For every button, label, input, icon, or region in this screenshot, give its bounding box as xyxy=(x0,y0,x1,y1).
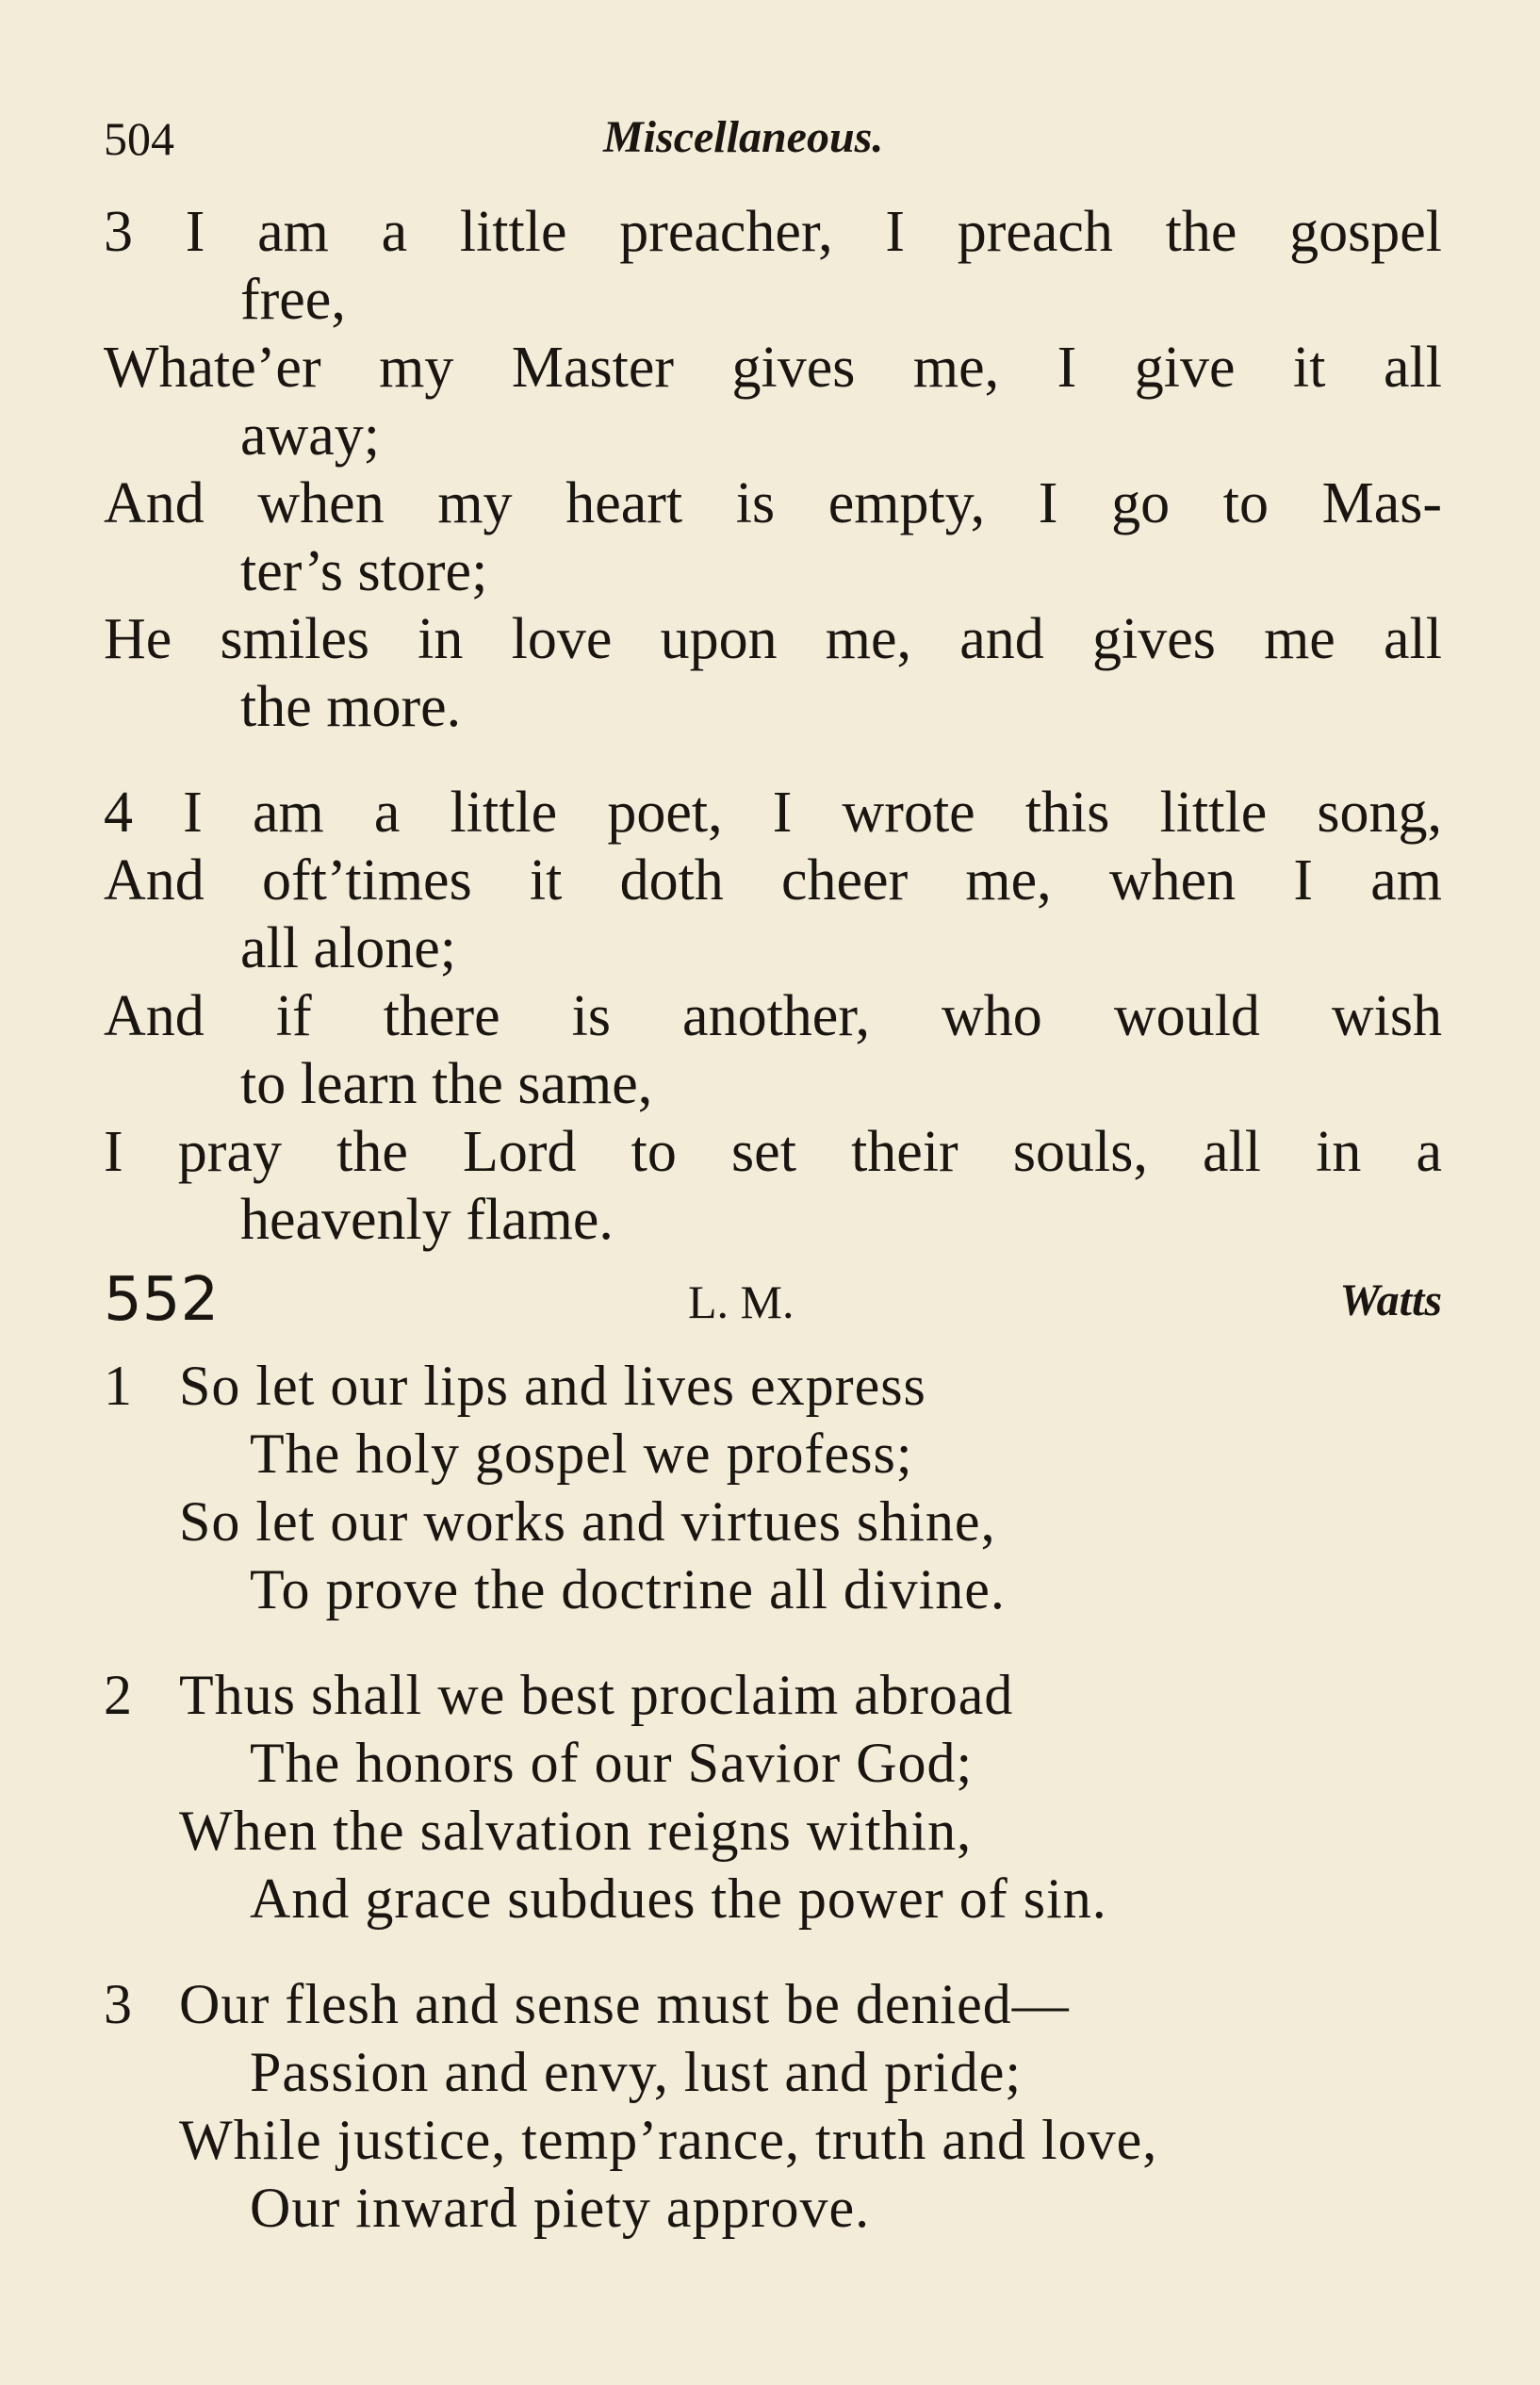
verse-line: So let our works and virtues shine, xyxy=(179,1490,996,1553)
verse-line: all alone; xyxy=(240,916,456,980)
stanza-3-previous xyxy=(104,198,1442,741)
hymn-552 xyxy=(104,1352,1442,2242)
verse-line: ter’s store; xyxy=(240,539,488,603)
hymn-heading xyxy=(104,1261,1442,1352)
page-number: 504 xyxy=(104,112,174,165)
verse-line: Whate’er my Master gives me, I give it all xyxy=(104,336,1442,400)
verse-line: Passion and envy, lust and pride; xyxy=(250,2041,1023,2103)
verse-line: the more. xyxy=(240,675,462,739)
verse-line xyxy=(104,1661,1442,1729)
verse-line: 4 I am a little poet, I wrote this little song, xyxy=(104,781,1442,845)
verse-line xyxy=(104,1970,1442,2038)
verse-text: So let our lips and lives express xyxy=(179,1355,926,1417)
hymn-meter: L. M. xyxy=(688,1275,795,1328)
verse-line: And oft’times it doth cheer me, when I am xyxy=(104,848,1442,913)
verse-line: While justice, temp’rance, truth and love, xyxy=(179,2109,1158,2171)
verse-text: Our flesh and sense must be denied— xyxy=(179,1973,1070,2035)
stanza-2 xyxy=(104,1661,1442,1933)
stanza-number: 2 xyxy=(104,1664,133,1726)
verse-line xyxy=(104,1352,1442,1420)
stanza-3 xyxy=(104,1970,1442,2242)
verse-line: And if there is another, who would wish xyxy=(104,984,1442,1048)
verse-line: Our inward piety approve. xyxy=(250,2177,871,2239)
stanza-number: 1 xyxy=(104,1355,133,1417)
hymn-number: 552 xyxy=(104,1265,220,1335)
hymn-author: Watts xyxy=(1339,1275,1442,1325)
verse-line: 3 I am a little preacher, I preach the gospel xyxy=(104,200,1442,264)
verse-line: And grace subdues the power of sin. xyxy=(250,1867,1107,1930)
verse-line: And when my heart is empty, I go to Mas- xyxy=(104,471,1442,535)
page-header xyxy=(104,111,1433,177)
verse-line: to learn the same, xyxy=(240,1052,653,1116)
verse-line: away; xyxy=(240,403,381,468)
verse-line: The holy gospel we profess; xyxy=(250,1423,913,1485)
verse-line: To prove the doctrine all divine. xyxy=(250,1558,1006,1620)
verse-line: free, xyxy=(240,268,346,332)
running-title: Miscellaneous. xyxy=(603,112,884,162)
verse-line: The honors of our Savior God; xyxy=(250,1732,974,1794)
verse-text: Thus shall we best proclaim abroad xyxy=(179,1664,1014,1726)
verse-line: I pray the Lord to set their souls, all in a xyxy=(104,1120,1442,1184)
verse-line: He smiles in love upon me, and gives me all xyxy=(104,607,1442,671)
verse-line: When the salvation reigns within, xyxy=(179,1800,973,1862)
page-body xyxy=(104,198,1442,2242)
stanza-1 xyxy=(104,1352,1442,1623)
stanza-4-previous xyxy=(104,779,1442,1254)
verse-line: heavenly flame. xyxy=(240,1188,614,1252)
stanza-number: 3 xyxy=(104,1973,133,2035)
